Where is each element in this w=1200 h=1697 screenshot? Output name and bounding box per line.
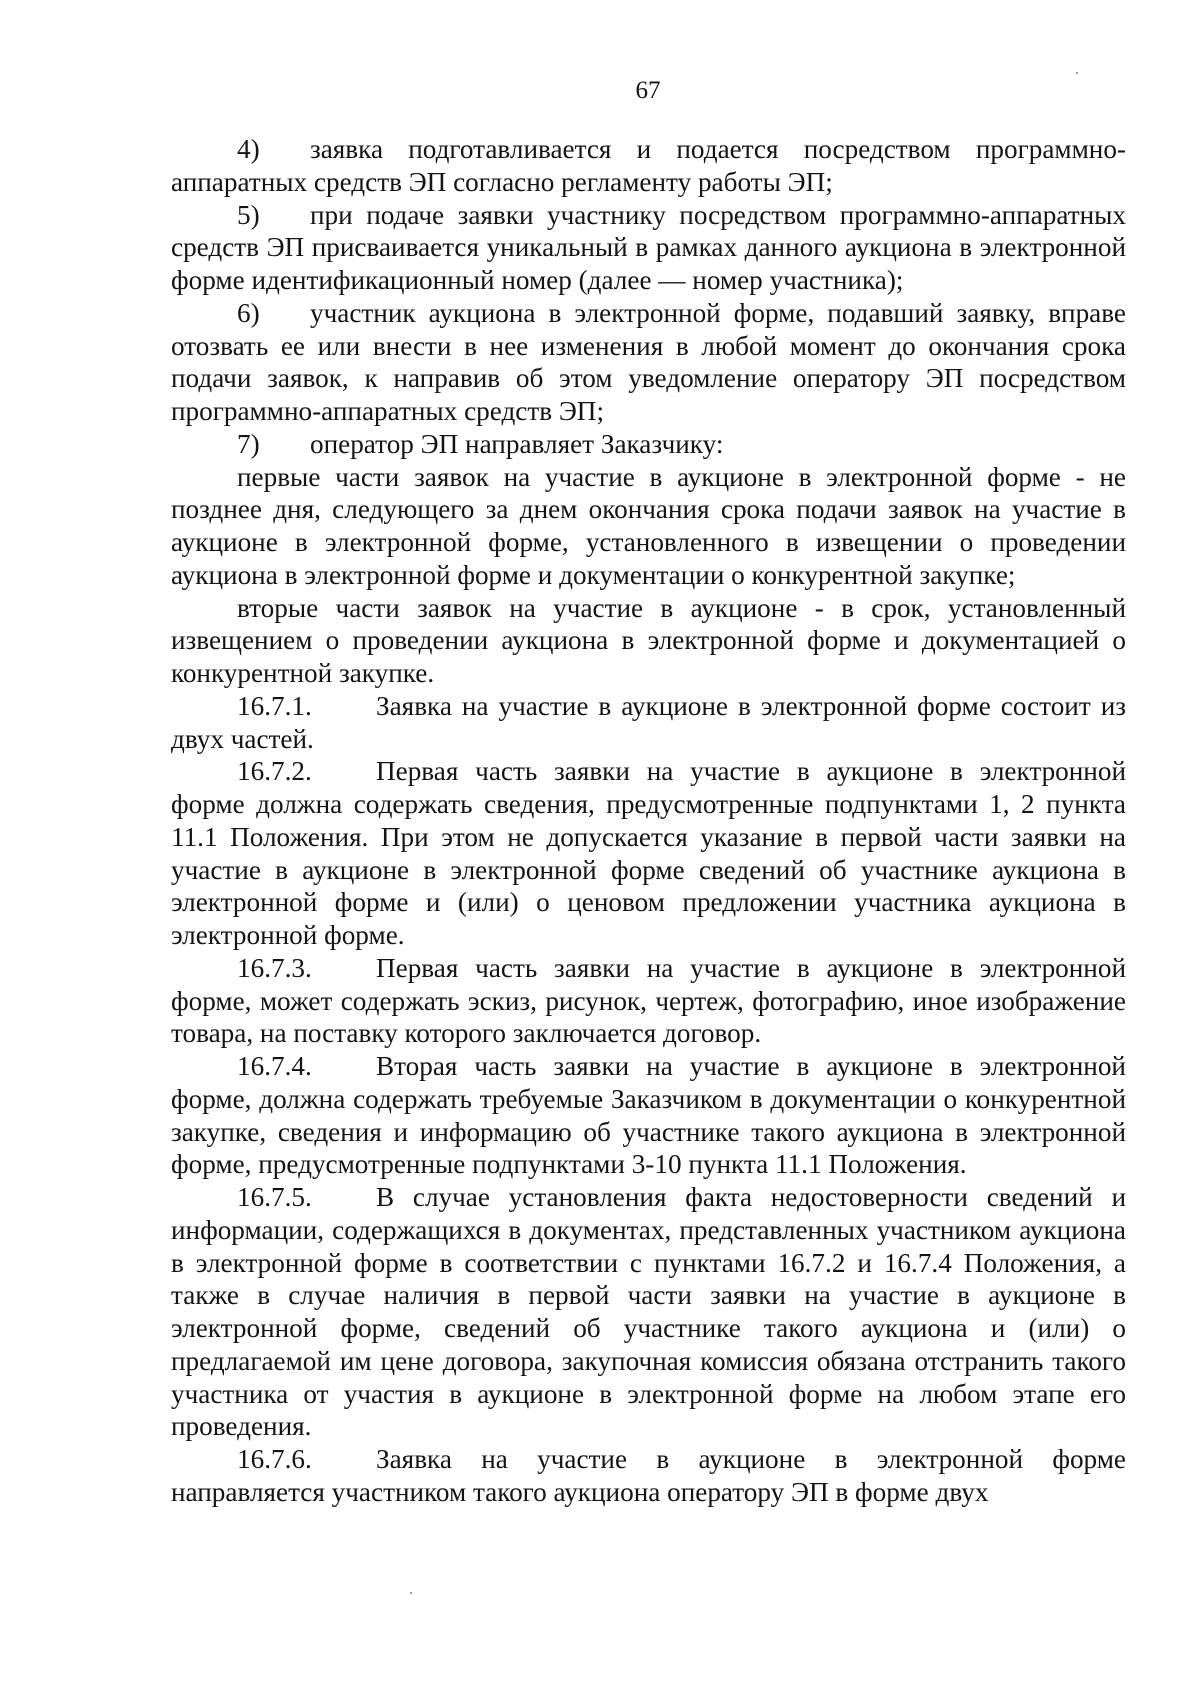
sub-paragraph-second-parts: вторые части заявок на участие в аукционе - в срок, установленный извещением о проведении аукциона в электронной форме и документацией о конкурентной закупке.: [171, 592, 1126, 688]
clause-text: В случае установления факта недостоверности сведений и информации, содержащихся в документах, представленных участником аукциона в электронной форме в соответствии с пунктами 16.7.2 и 16.7.4 Положения, а также в случае наличия в первой части заявки на участие в аукционе в электронной форме, сведений об участнике такого аукциона и (или) о предлагаемой им цене договора, закупочная комиссия обязана отстранить такого участника от участия в аукционе в электронной форме на любом этапе его проведения.: [171, 1182, 1126, 1442]
list-item-number: 5): [237, 199, 260, 230]
clause-16-7-2: [171, 755, 1126, 952]
list-item-5: [171, 199, 1126, 297]
clause-number: 16.7.4.: [237, 1051, 312, 1081]
scan-artifact: [410, 1592, 412, 1594]
clause-16-7-5: [171, 1181, 1126, 1443]
clause-16-7-1: [171, 690, 1126, 756]
clause-number: 16.7.1.: [237, 690, 312, 721]
clause-16-7-4: [171, 1050, 1126, 1181]
list-item-4: [171, 133, 1126, 199]
clause-number: 16.7.6.: [237, 1444, 312, 1474]
clause-number: 16.7.2.: [237, 756, 312, 787]
list-item-number: 4): [237, 134, 260, 164]
clause-text: Заявка на участие в аукционе в электронной форме направляется участником такого аукциона оператору ЭП в форме двух: [171, 1444, 1126, 1507]
clause-number: 16.7.5.: [237, 1182, 312, 1212]
clause-16-7-3: [171, 952, 1126, 1050]
list-item-text: оператор ЭП направляет Заказчику:: [310, 428, 724, 459]
list-item-text: при подаче заявки участнику посредством программно-аппаратных средств ЭП присваивается уникальный в рамках данного аукциона в электронной форме идентификационный номер (далее — номер участника);: [171, 199, 1126, 295]
clause-text: Вторая часть заявки на участие в аукционе в электронной форме, должна содержать требуемые Заказчиком в документации о конкурентной закупке, сведения и информацию об участнике такого аукциона в электронной форме, предусмотренные подпунктами 3-10 пункта 11.1 Положения.: [171, 1051, 1126, 1180]
list-item-number: 7): [237, 428, 260, 459]
list-item-7: [171, 428, 1126, 461]
clause-text: Первая часть заявки на участие в аукционе в электронной форме, может содержать эскиз, рисунок, чертеж, фотографию, иное изображение товара, на поставку которого заключается договор.: [171, 952, 1126, 1049]
document-body: [171, 133, 1126, 1509]
page-number: 67: [635, 77, 661, 104]
list-item-number: 6): [237, 297, 260, 328]
list-item-text: заявка подготавливается и подается посредством программно-аппаратных средств ЭП согласно регламенту работы ЭП;: [171, 134, 1126, 197]
sub-paragraph-first-parts: первые части заявок на участие в аукционе в электронной форме - не позднее дня, следующего за днем окончания срока подачи заявок на участие в аукционе в электронной форме, установленного в извещении о проведении аукциона в электронной форме и документации о конкурентной закупке;: [171, 461, 1126, 590]
list-item-text: участник аукциона в электронной форме, подавший заявку, вправе отозвать ее или внести в нее изменения в любой момент до окончания срока подачи заявок, к направив об этом уведомление оператору ЭП посредством программно-аппаратных средств ЭП;: [171, 297, 1126, 426]
clause-16-7-6: [171, 1443, 1126, 1509]
clause-text: Первая часть заявки на участие в аукционе в электронной форме должна содержать сведения, предусмотренные подпунктами 1, 2 пункта 11.1 Положения. При этом не допускается указание в первой части заявки на участие в аукционе в электронной форме сведений об участнике аукциона в электронной форме и (или) о ценовом предложении участника аукциона в электронной форме.: [171, 756, 1126, 950]
clause-number: 16.7.3.: [237, 952, 312, 983]
scan-artifact: [1076, 72, 1078, 74]
list-item-6: [171, 297, 1126, 428]
clause-text: Заявка на участие в аукционе в электронной форме состоит из двух частей.: [171, 690, 1126, 754]
